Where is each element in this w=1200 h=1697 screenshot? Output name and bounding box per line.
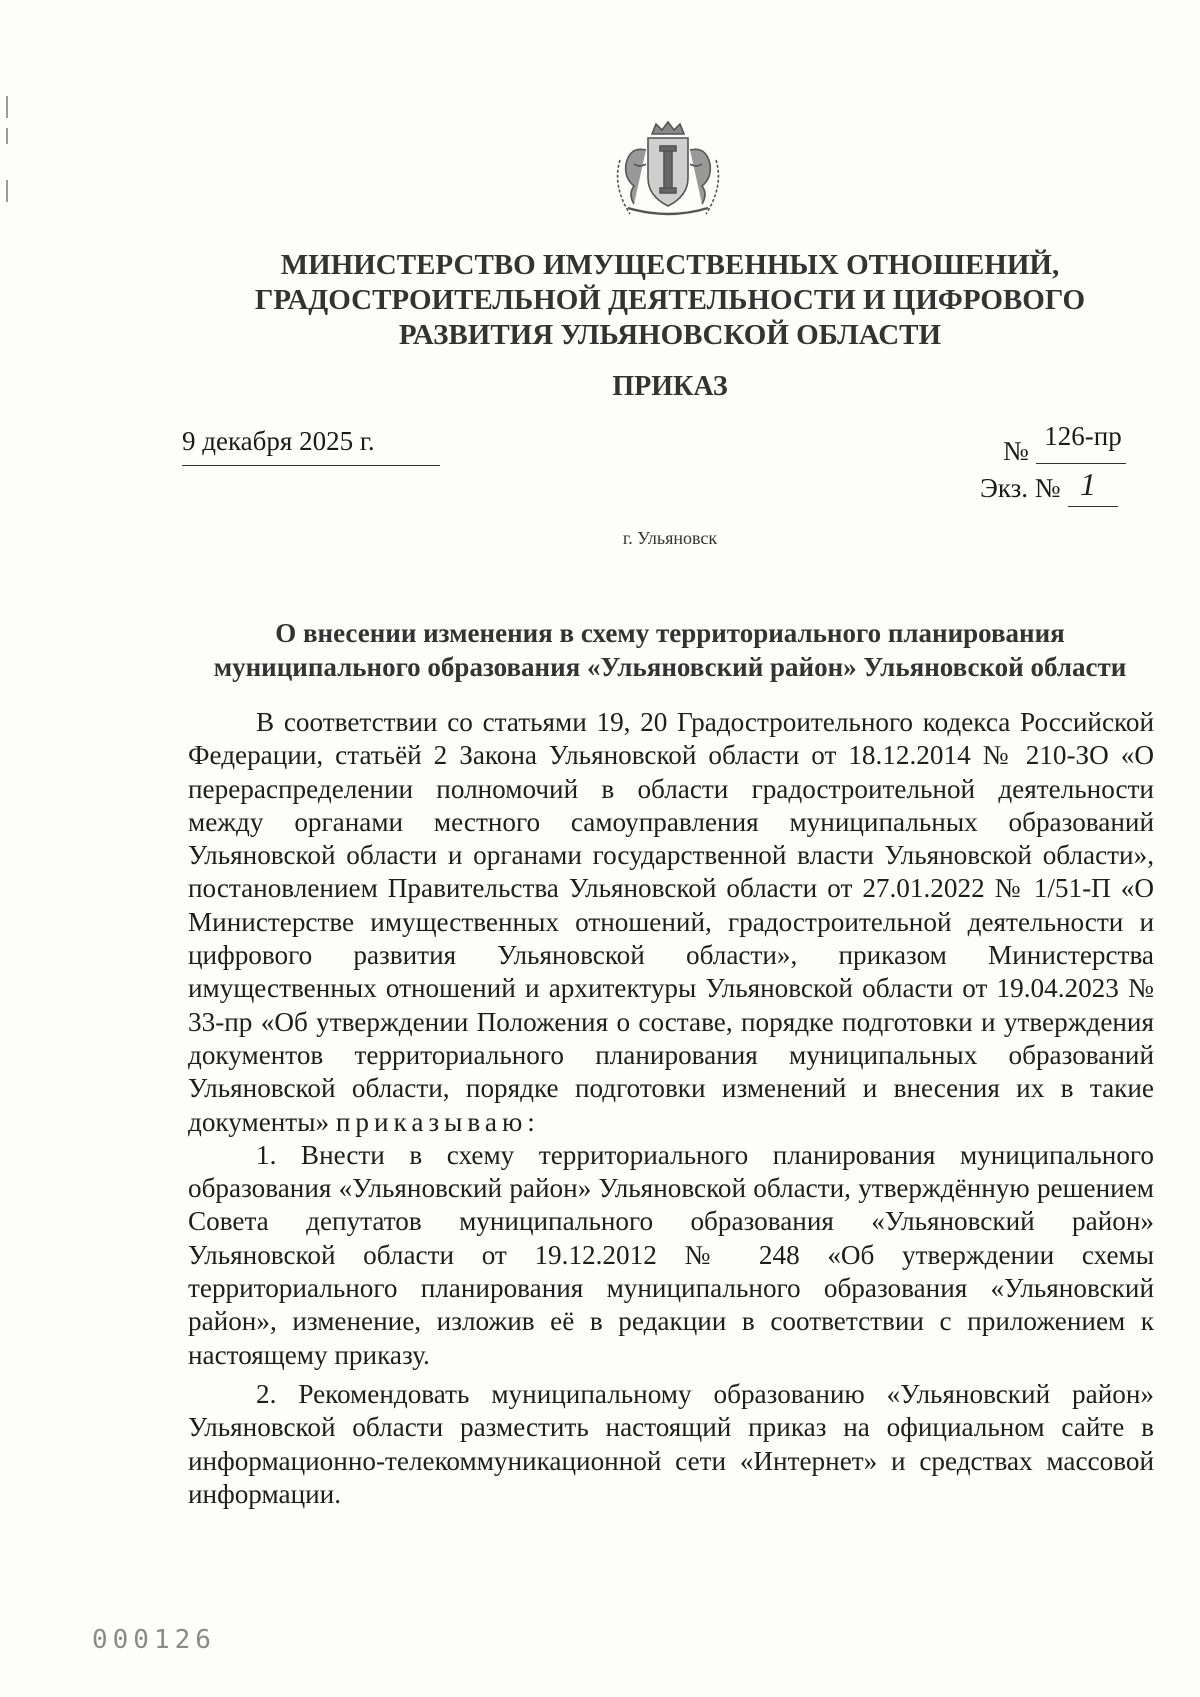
city-of-issue: г. Ульяновск xyxy=(622,528,718,548)
order-body xyxy=(188,706,1154,1511)
ulyanovsk-region-coat-of-arms-icon xyxy=(604,120,732,220)
scan-edge-mark xyxy=(6,180,8,202)
order-point-1: 1. Внести в схему территориального планирования муниципального образования «Ульяновский район» Ульяновской области, утверждённую решением Совета депутатов муниципального образования «Ульяновский район» Ульяновской области от 19.12.2012 № 248 «Об утверждении схемы территориального планирования муниципального образования «Ульяновский район», изменение, изложив её в редакции в соответствии с приложением к настоящему приказу. xyxy=(188,1139,1154,1370)
document-type-title: ПРИКАЗ xyxy=(612,371,728,402)
order-number: 126-пр xyxy=(1044,421,1122,451)
ministry-name xyxy=(180,248,1160,353)
order-point-2: 2. Рекомендовать муниципальному образованию «Ульяновский район» Ульяновской области разместить настоящий приказ на официальном сайте в информационно-телекоммуникационной сети «Интернет» и средствах массовой информации. xyxy=(188,1378,1154,1509)
ministry-name-line: РАЗВИТИЯ УЛЬЯНОВСКОЙ ОБЛАСТИ xyxy=(398,319,942,351)
copy-number-underline xyxy=(1068,506,1118,507)
order-word: приказываю: xyxy=(335,1106,540,1137)
order-date: 9 декабря 2025 г. xyxy=(182,426,375,456)
scan-edge-mark xyxy=(6,96,8,118)
scan-edge-mark xyxy=(6,128,8,144)
preamble-text: В соответствии со статьями 19, 20 Градостроительного кодекса Российской Федерации, статьёй 2 Закона Ульяновской области от 18.12.2014 № 210-ЗО «О перераспределении полномочий в области градостроительной деятельности между органами местного самоуправления муниципальных образований Ульяновской области и органами государственной власти Ульяновской области», постановлением Правительства Ульяновской области от 27.01.2022 № 1/51-П «О Министерстве имущественных отношений, градостроительной деятельности и цифрового развития Ульяновской области», приказом Министерства имущественных отношений и архитектуры Ульяновской области от 19.04.2023 № 33-пр «Об утверждении Положения о составе, порядке подготовки и утверждения документов территориального планирования муниципальных образований Ульяновской области, порядке подготовки изменений и внесения их в такие документы» xyxy=(188,707,1154,1137)
date-underline xyxy=(182,465,440,466)
order-number-sign: № xyxy=(1003,436,1029,466)
order-subject-line: О внесении изменения в схему территориального планирования xyxy=(275,618,1065,648)
order-number-underline xyxy=(1036,463,1126,464)
copy-number-handwritten: 1 xyxy=(1080,466,1096,502)
ministry-name-line: ГРАДОСТРОИТЕЛЬНОЙ ДЕЯТЕЛЬНОСТИ И ЦИФРОВОГО xyxy=(254,284,1086,316)
copy-number-label: Экз. № xyxy=(980,473,1061,503)
preamble-paragraph xyxy=(188,706,1154,1139)
form-serial-number: 000126 xyxy=(92,1625,216,1655)
ministry-name-line: МИНИСТЕРСТВО ИМУЩЕСТВЕННЫХ ОТНОШЕНИЙ, xyxy=(280,249,1060,281)
order-subject-line: муниципального образования «Ульяновский район» Ульяновской области xyxy=(213,652,1127,682)
order-subject xyxy=(180,616,1160,684)
